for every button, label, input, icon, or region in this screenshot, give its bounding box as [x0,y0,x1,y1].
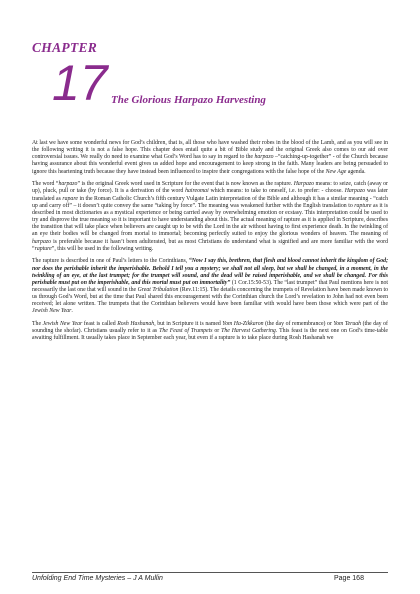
italic-term: The Feast of Trumpets [159,328,213,335]
text-run: as it is described in most dictionaries as a mystical experience or being carried away by overwhelming emotion or ecstasy. This interpretation could be used to try and disprove the true meaning so it is important to have understanding about this. The actual meaning of rapture as it is applied in Scripture, describes the transition that will take place when believers are caught up to be with the Lord in the air without having to first experience death. In the twinkling of an eye their bodies will be changed from mortal to immortal; becoming perfectly suited to enjoy the glorious wonders of heaven. The meaning of [32,202,388,238]
text-run: in the Roman Catholic Church’s fifth century Vulgate Latin interpretation of the Bible and although it has a similar meaning - “catch up and carry off” – it doesn’t quite convey the same “taking by force”. The meaning was weakened further with the English translation to [32,195,389,209]
footer-divider [32,572,388,573]
text-run: means: to seize, catch (away or up), pluck, pull or take (by force). It is a derivation of the word [32,181,388,195]
italic-term: Great Tribulation [137,286,179,293]
text-run: The [32,321,43,328]
text-run: –“catching-up-together” - of the Church because having assurance about this wonderful event gives us added hope and encouragement to keep strong in the faith. Many leaders are being persuaded to ignore this heartening truth because they have instead been influenced to inspire their congregations with the false hope of the [32,154,388,175]
text-run: feast is called [82,321,118,328]
italic-term: harpazo [254,154,274,161]
scripture-quote: “Now I say this, brethren, that flesh and blood cannot inherit the kingdom of God; nor does the perishable inherit the imperishable. Behold I tell you a mystery; we shall not all sleep, but we shall be changed, in a moment, in the twinkling of an eye, at the last trumpet; for the trumpet will sound, and the dead will be raised imperishable, and we shall be changed. For this perishable must put on the imperishable, and this mortal must put on immortality” [32,258,389,286]
chapter-label: CHAPTER [32,40,98,55]
text-run: or [212,328,222,335]
italic-term: haireomai [185,188,209,195]
chapter-body [32,140,388,348]
italic-term: Harpazo [344,188,365,195]
paragraph-jewish-new-year [32,321,388,342]
italic-term: Jewish New Year [32,308,72,315]
text-run: The word “ [32,181,59,188]
italic-term: Jewish New Year [42,321,83,328]
footer-book-author: Unfolding End Time Mysteries – J A Mullin [32,575,163,582]
paragraph-harpazo-meaning [32,181,388,253]
text-run: , but in Scripture it is named [154,321,223,328]
italic-term: Harpazo [293,181,315,188]
italic-term: New Age [325,168,347,175]
italic-term: harpazo [32,238,52,245]
italic-term: Yom Ha-Zikkaron [222,321,264,328]
chapter-title: The Glorious Harpazo Harvesting [111,94,266,106]
text-run: (1 Cor.15:50-53). The “last trumpet” that Paul mentions here is not necessarily the last one that will sound in the [32,279,388,293]
text-run: The rapture is described in one of Paul’s letters to the Corinthians, [32,258,189,265]
text-run: (the day of remembrance) or [263,321,334,328]
chapter-number: 17 [52,55,108,111]
text-run: ” is the original Greek word used in Scripture for the event that is now known as the rapture. [77,181,294,188]
footer-page-number: Page 168 [334,575,364,582]
italic-term: rapture [34,245,52,252]
text-run: (the day of sounding the shofar). Christians usually refer to it as [32,321,388,335]
text-run: . [71,308,73,315]
italic-term: harpazo [58,181,78,188]
italic-term: Yom Teruah [333,321,362,328]
text-run: At last we have some wonderful news for God’s children, that is, all those who have washed their robes in the blood of the Lamb, and as you will see in the following writing it is not a false hope. This chapter does entail quite a bit of Bible study and the original Greek also comes to our aid over controversial issues. We really do need to examine what God’s Word has to say in regard to the [32,140,388,161]
paragraph-intro [32,140,388,176]
text-run: is preferable because it hasn’t been adulterated, but as most Christians do understand what is signified and are more familiar with the word “ [32,238,388,252]
italic-term: Rosh Hashanah [117,321,155,328]
italic-term: The Harvest Gathering [221,328,276,335]
text-run: agenda. [346,168,366,175]
text-run: which means: to take to oneself, i.e. to prefer: - choose. [208,188,345,195]
text-run: was later translated as [32,188,388,202]
text-run: ”, this will be used in the following writing. [51,245,154,252]
text-run: . This feast is the next one on God’s time-table awaiting fulfillment. It usually takes place in September each year, but even if a rapture is to take place during Rosh Hashanah we [32,328,389,342]
paragraph-corinthians [32,258,388,315]
italic-term: rapare [62,195,78,202]
italic-term: rapture [354,202,372,209]
text-run: (Rev.11:15). The details concerning the trumpets of Revelation have been made known to us through God’s Word, but at the time that Paul shared this encouragement with the Corinthian church the Lord’s revelation to John had not even been received; let alone written. The trumpets that the Corinthian believers would have been familiar with would have been those which were part of the [32,286,388,308]
